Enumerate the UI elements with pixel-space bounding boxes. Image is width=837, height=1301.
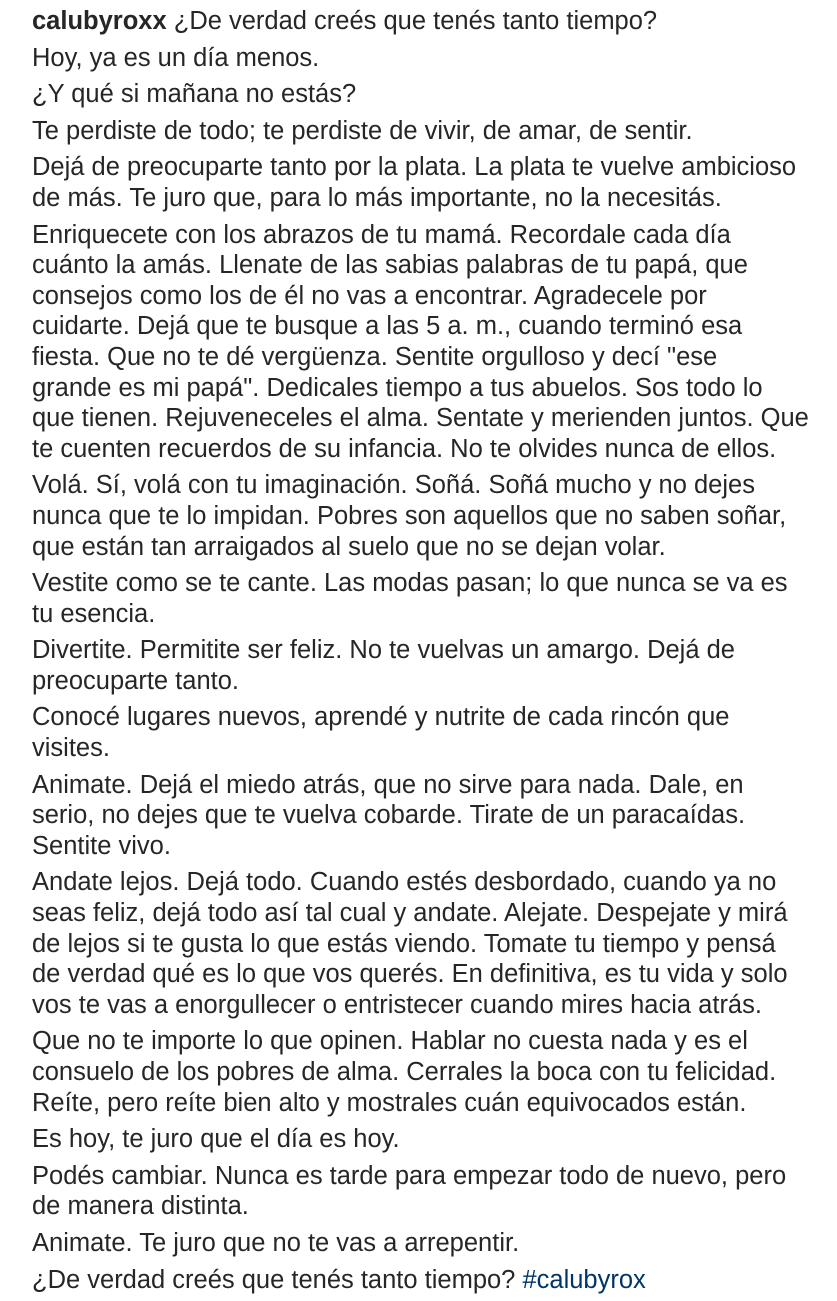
hashtag-link[interactable]: #calubyrox [522, 1265, 646, 1294]
caption-first-line [32, 6, 824, 37]
caption-last-line [32, 1265, 824, 1296]
caption-paragraph: Divertite. Permitite ser feliz. No te vuelvas un amargo. Dejá de preocuparte tanto. [32, 636, 735, 695]
caption-paragraph: Animate. Dejá el miedo atrás, que no sirve para nada. Dale, en serio, no dejes que te vuelva cobarde. Tirate de un paracaídas. Sentite vivo. [32, 770, 746, 860]
caption-paragraph: Enriquecete con los abrazos de tu mamá. Recordale cada día cuánto la amás. Llenate de las sabias palabras de tu papá, que consejos como los de él no vas a encontrar. Agradecele por cuidarte. Dejá que te busque a las 5 a. m., cuando terminó esa fiesta. Que no te dé vergüenza. Sentite orgulloso y decí "ese grande es mi papá". Dedicales tiempo a tus abuelos. Sos todo lo que tienen. Rejuveneceles el alma. Sentate y merienden juntos. Que te cuenten recuerdos de su infancia. No te olvides nunca de ellos. [32, 220, 809, 463]
caption-paragraph: Andate lejos. Dejá todo. Cuando estés desbordado, cuando ya no seas feliz, dejá todo así tal cual y andate. Alejate. Despejate y mirá de lejos si te gusta lo que estás viendo. Tomate tu tiempo y pensá de verdad qué es lo que vos querés. En definitiva, es tu vida y solo vos te vas a enorgullecer o entristecer cuando mires hacia atrás. [32, 868, 788, 1019]
caption-paragraph: Animate. Te juro que no te vas a arrepentir. [32, 1228, 520, 1257]
caption-paragraph: Hoy, ya es un día menos. [32, 43, 320, 72]
post-caption [32, 6, 824, 1301]
caption-paragraph: Conocé lugares nuevos, aprendé y nutrite de cada rincón que visites. [32, 703, 730, 763]
caption-paragraph: Te perdiste de todo; te perdiste de vivir, de amar, de sentir. [32, 116, 693, 145]
caption-paragraph: Vestite como se te cante. Las modas pasan; lo que nunca se va es tu esencia. [32, 569, 788, 628]
caption-paragraph: Que no te importe lo que opinen. Hablar no cuesta nada y es el consuelo de los pobres de alma. Cerrales la boca con tu felicidad. Reíte, pero reíte bien alto y mostrales cuán equivocados están. [32, 1027, 777, 1117]
caption-last-line-text: ¿De verdad creés que tenés tanto tiempo? [32, 1265, 523, 1294]
caption-paragraph: Podés cambiar. Nunca es tarde para empezar todo de nuevo, pero de manera distinta. [32, 1161, 787, 1221]
caption-paragraph: ¿Y qué si mañana no estás? [32, 80, 357, 109]
caption-paragraph: Volá. Sí, volá con tu imaginación. Soñá. Soñá mucho y no dejes nunca que te lo impidan. Pobres son aquellos que no saben soñar, que están tan arraigados al suelo que no se dejan volar. [32, 471, 787, 561]
caption-first-line-text: ¿De verdad creés que tenés tanto tiempo? [166, 7, 658, 35]
caption-paragraph: Es hoy, te juro que el día es hoy. [32, 1125, 400, 1154]
caption-paragraph: Dejá de preocuparte tanto por la plata. La plata te vuelve ambicioso de más. Te juro que, para lo más importante, no la necesitás. [32, 153, 797, 212]
username-link[interactable]: calubyroxx [32, 7, 167, 35]
